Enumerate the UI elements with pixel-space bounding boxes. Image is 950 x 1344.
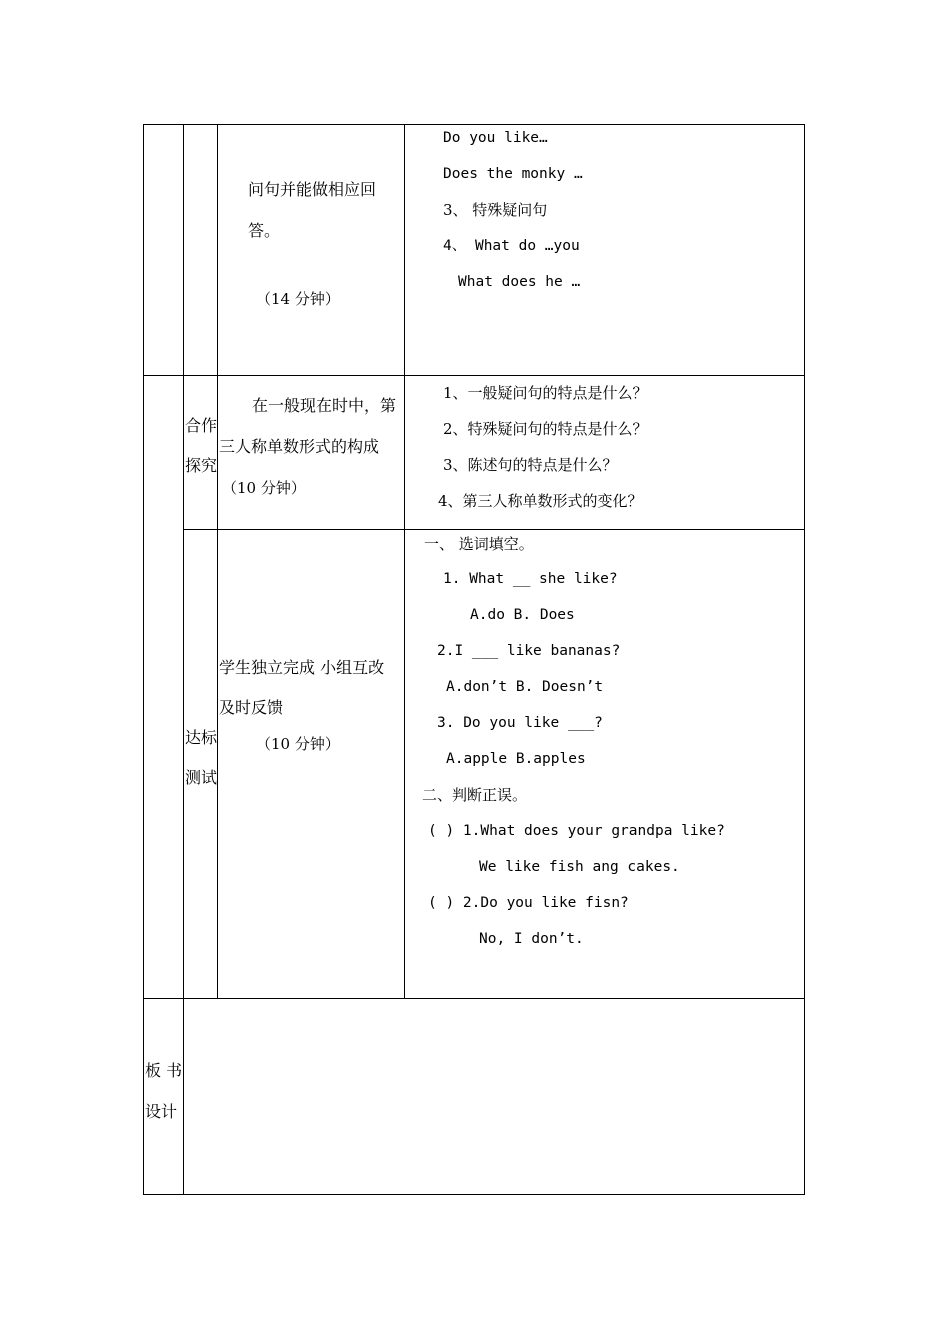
exercise-question: 3. Do you like ___? bbox=[437, 715, 603, 731]
exercise-question: 1. What __ she like? bbox=[443, 571, 618, 587]
column-divider-3 bbox=[404, 124, 405, 999]
exercise-part1-title: 一、 选词填空。 bbox=[424, 535, 534, 553]
section1-content-line: What does he … bbox=[458, 274, 581, 290]
exercise-options: A.apple B.apples bbox=[446, 751, 586, 767]
exercise-part2-title: 二、判断正误。 bbox=[422, 786, 528, 804]
judgement-answer: No, I don’t. bbox=[479, 931, 584, 947]
section1-content-line: Does the monky … bbox=[443, 166, 583, 182]
section1-content-line: Do you like… bbox=[443, 130, 548, 146]
section2-question: 4、第三人称单数形式的变化？ bbox=[438, 492, 643, 510]
section4-label-line1: 板 书 bbox=[145, 1061, 183, 1080]
section2-question: 2、特殊疑问句的特点是什么？ bbox=[443, 420, 648, 438]
table-border-bottom bbox=[143, 1194, 805, 1195]
section1-goal-line2: 答。 bbox=[248, 221, 281, 240]
column-divider-2 bbox=[217, 124, 218, 999]
table-border-top bbox=[143, 124, 805, 125]
section3-label-line2: 测试 bbox=[185, 768, 218, 787]
section2-goal-line2: 三人称单数形式的构成 bbox=[219, 437, 380, 456]
section2-question: 1、一般疑问句的特点是什么？ bbox=[443, 384, 648, 402]
section1-content-line: 4、 What do …you bbox=[443, 238, 580, 254]
section2-label-line1: 合作 bbox=[185, 416, 218, 435]
row-divider-1 bbox=[143, 375, 805, 376]
section3-goal-line1: 学生独立完成 小组互改 bbox=[219, 658, 385, 677]
judgement-question: ( ) 1.What does your grandpa like? bbox=[428, 823, 725, 839]
exercise-question: 2.I ___ like bananas? bbox=[437, 643, 621, 659]
section3-label-line1: 达标 bbox=[185, 728, 218, 747]
table-border-left bbox=[143, 124, 144, 1195]
section3-goal-line2: 及时反馈 bbox=[219, 698, 284, 717]
section4-label-line2: 设计 bbox=[145, 1102, 178, 1121]
row-divider-3 bbox=[143, 998, 805, 999]
row-divider-2 bbox=[184, 529, 805, 530]
section1-goal-line1: 问句并能做相应回 bbox=[248, 180, 377, 199]
section3-goal-time: （10 分钟） bbox=[256, 735, 340, 753]
section2-label-line2: 探究 bbox=[185, 456, 218, 475]
judgement-answer: We like fish ang cakes. bbox=[479, 859, 680, 875]
section2-goal-time: （10 分钟） bbox=[222, 479, 306, 497]
section2-goal-line1: 在一般现在时中，第 bbox=[252, 396, 397, 415]
table-border-right bbox=[804, 124, 805, 1195]
exercise-options: A.don’t B. Doesn’t bbox=[446, 679, 604, 695]
column-divider-1 bbox=[183, 124, 184, 1195]
section2-question: 3、陈述句的特点是什么？ bbox=[443, 456, 618, 474]
judgement-question: ( ) 2.Do you like fisn? bbox=[428, 895, 629, 911]
exercise-options: A.do B. Does bbox=[470, 607, 575, 623]
section1-goal-time: （14 分钟） bbox=[256, 290, 340, 308]
section1-content-line: 3、 特殊疑问句 bbox=[443, 201, 548, 219]
